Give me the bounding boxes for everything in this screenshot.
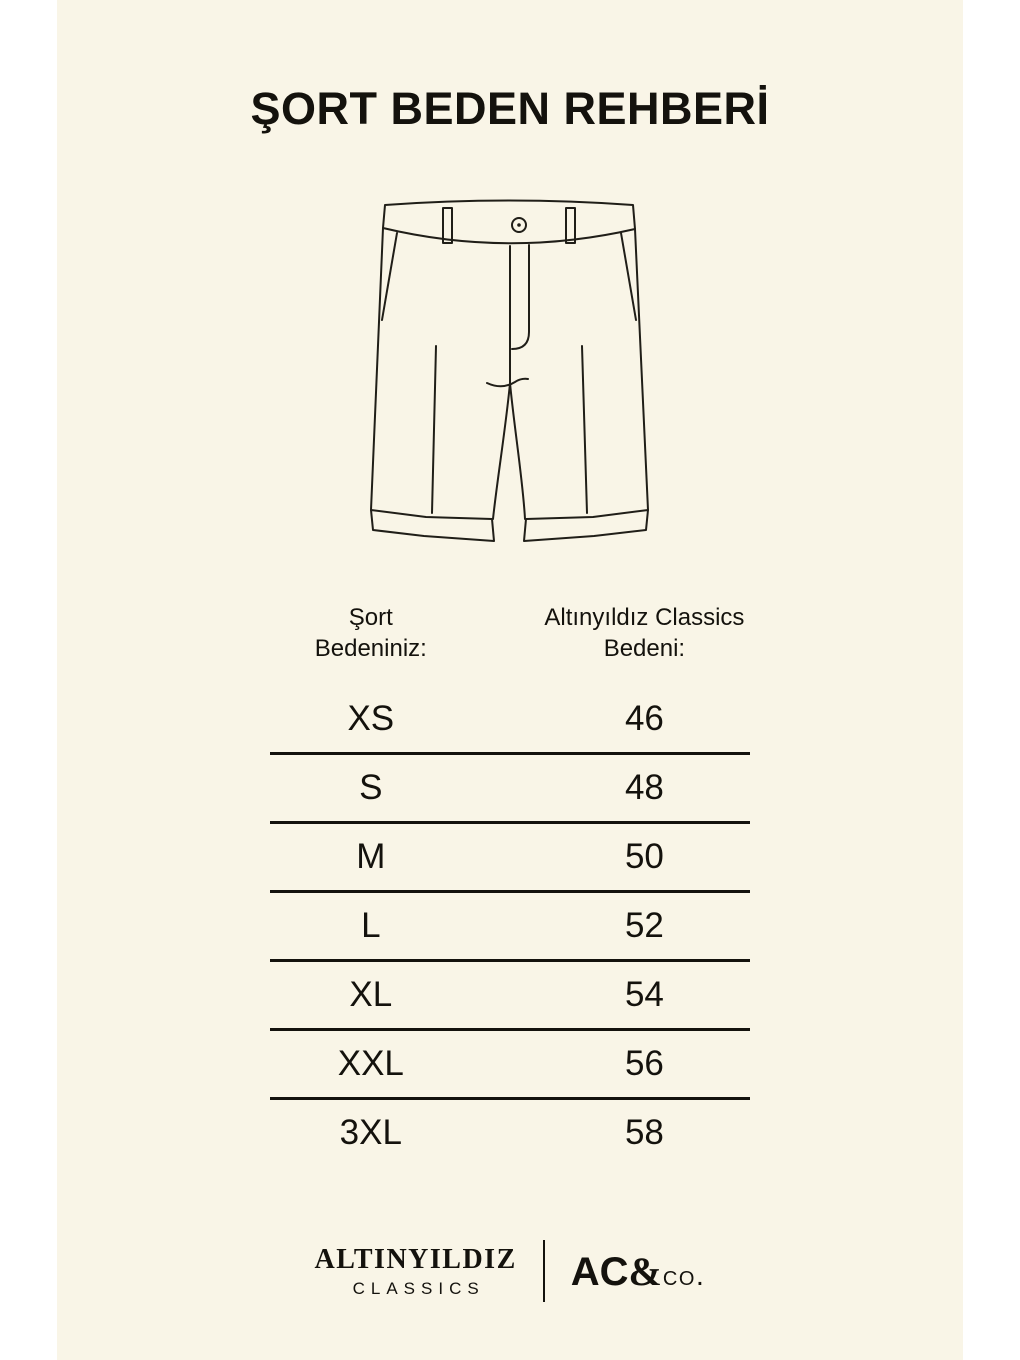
size-value: 54 (624, 975, 664, 1014)
size-table (270, 686, 750, 1166)
header-line: Bedeniniz: (314, 635, 427, 662)
size-label: XXL (337, 1044, 404, 1083)
header-line: Altınyıldız Classics (544, 604, 745, 631)
column-header-brand-size (539, 602, 750, 664)
size-value: 50 (624, 837, 664, 876)
size-label: XS (347, 699, 395, 738)
brand-name: ALTINYILDIZ (314, 1243, 517, 1275)
fly (510, 245, 529, 383)
shorts-illustration (369, 196, 650, 547)
belt-loop-left (443, 208, 452, 243)
brand-subtitle: CLASSICS (352, 1278, 485, 1298)
size-label: M (356, 837, 386, 876)
page-title: ŞORT BEDEN REHBERİ (250, 83, 770, 134)
crease-right (582, 346, 587, 513)
size-value: 58 (624, 1113, 664, 1152)
crease-left (432, 346, 436, 513)
size-value: 52 (624, 906, 664, 945)
brand-footer (0, 1240, 1020, 1302)
header-line: Şort (348, 604, 393, 631)
size-value: 48 (624, 768, 664, 807)
table-row (270, 752, 750, 821)
header-line: Bedeni: (603, 635, 686, 662)
table-row (270, 890, 750, 959)
size-label: L (361, 906, 381, 945)
cuffs (371, 510, 648, 541)
size-label: S (359, 768, 383, 807)
belt-loop-right (566, 208, 575, 243)
column-header-your-size (270, 602, 472, 664)
size-label: XL (349, 975, 393, 1014)
table-row (270, 821, 750, 890)
brand-wordmark (315, 1244, 517, 1299)
table-row (270, 1097, 750, 1166)
waistband (383, 201, 635, 244)
size-label: 3XL (339, 1113, 402, 1152)
footer-divider (543, 1240, 545, 1302)
table-row (270, 1028, 750, 1097)
table-header (270, 602, 750, 664)
acco-logo (571, 1248, 706, 1295)
table-row (270, 959, 750, 1028)
crotch-wrinkle (487, 379, 528, 386)
size-value: 56 (624, 1044, 664, 1083)
size-value: 46 (624, 699, 664, 738)
acco-logo-ac: AC (570, 1249, 629, 1294)
table-row (270, 686, 750, 752)
acco-logo-co: co. (662, 1259, 706, 1292)
button-hole (517, 223, 521, 227)
acco-logo-ampersand: & (628, 1248, 662, 1294)
